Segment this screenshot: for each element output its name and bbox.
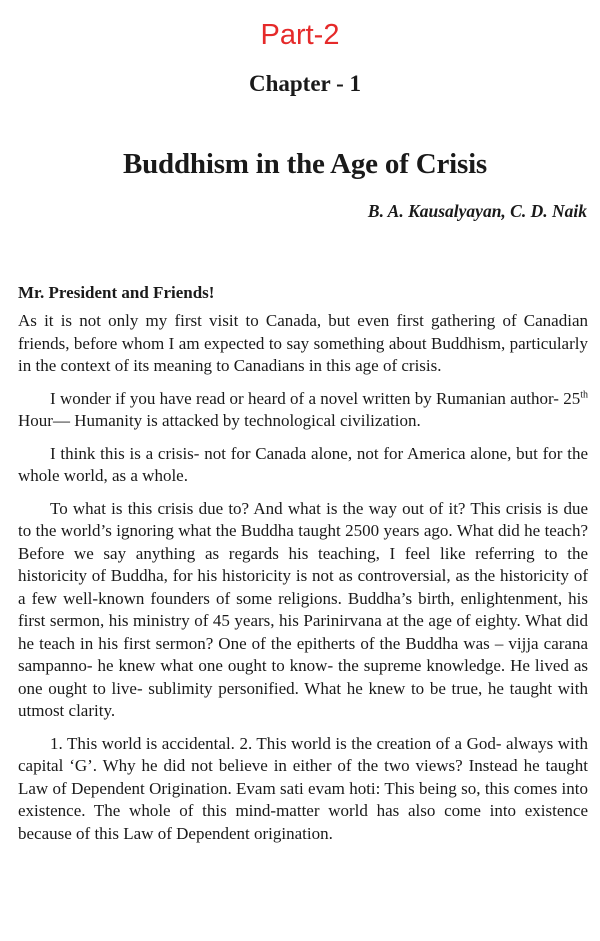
part-label: Part-2	[260, 19, 340, 51]
chapter-heading: Chapter - 1	[248, 71, 361, 96]
author-byline: B. A. Kausalyayan, C. D. Naik	[367, 201, 587, 221]
paragraph-1: As it is not only my first visit to Canada, but even first gathering of Canadian friends, before whom I am expected to say something about Buddhism, particularly in the context of its meaning to Canadians in this age of crisis.	[18, 311, 588, 375]
ordinal-suffix: th	[580, 388, 588, 400]
chapter-title: Buddhism in the Age of Crisis	[122, 148, 488, 180]
paragraph-4: To what is this crisis due to? And what is the way out of it? This crisis is due to the world’s ignoring what the Buddha taught 2500 years ago. What did he teach? Before we say anything as regards his teaching, I feel like referring to the historicity of Buddha, for his historicity is not as controversial, as the historicity of a few well-known founders of some religions. Buddha’s birth, enlightenment, his first sermon, his ministry of 45 years, his Parinirvana at the age of eighty. What did he teach in his first sermon? One of the epitherts of the Buddha was – vijja carana sampanno- he knew what one ought to know- the supreme knowledge. He lived as one ought to live- sublimity personified. What he knew to be true, he taught with utmost clarity.	[18, 498, 588, 720]
paragraph-2	[18, 388, 588, 433]
paragraph-5: 1. This world is accidental. 2. This world is the creation of a God- always with capital ‘G’. Why he did not believe in either of the two views? Instead he taught Law of Dependent Origination. Evam sati evam hoti: This being so, this comes into existence. The whole of this mind-matter world has also come into existence because of this Law of Dependent origination.	[18, 733, 588, 843]
body-text	[18, 281, 588, 855]
salutation: Mr. President and Friends!	[18, 283, 215, 302]
paragraph-3: I think this is a crisis- not for Canada alone, not for America alone, but for the whole world, as a whole.	[18, 443, 588, 485]
paragraph-2-text-b: Hour— Humanity is attacked by technological civilization.	[18, 411, 421, 430]
paragraph-2-text-a: I wonder if you have read or heard of a novel written by Rumanian author- 25	[50, 388, 581, 408]
